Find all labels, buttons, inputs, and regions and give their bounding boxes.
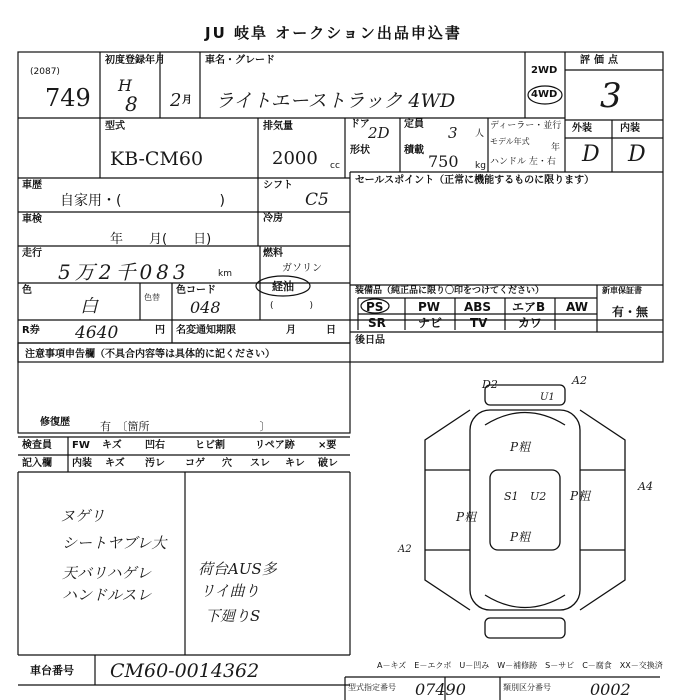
chassis-number-value: CM60-0014362 <box>110 660 260 682</box>
lot-ref: (2087) <box>30 67 60 77</box>
equipment-leather: カワ <box>518 316 543 330</box>
registration-year: 8 <box>125 92 138 116</box>
check-row2-hole: 穴 <box>222 458 232 469</box>
mileage-label: 走行 <box>22 248 42 259</box>
capacity-value: 3 <box>448 124 458 142</box>
displacement-value: 2000 <box>272 148 318 169</box>
registration-month-unit: 月 <box>182 95 192 106</box>
equipment-pw: PW <box>418 300 441 314</box>
door-label: ドア <box>350 119 370 130</box>
check-row1-repair: リペア跡 <box>255 440 295 451</box>
registration-month: 2 <box>170 90 182 111</box>
recycle-unit: 円 <box>155 325 165 336</box>
check-row2-scratch: キズ <box>105 458 125 469</box>
handwritten-note: 天バリハゲレ <box>62 564 152 582</box>
repair-history-label: 修復歴 <box>40 417 70 428</box>
damage-mark-p: P粗 <box>570 489 591 503</box>
model-year-label: モデル年式 <box>490 137 530 146</box>
handwritten-note: 荷台AUS多 <box>198 560 277 578</box>
sales-point-label: セールスポイント（正常に機能するものに限ります） <box>355 175 595 186</box>
check-row2-dirty: 汚レ <box>145 458 165 469</box>
damage-mark-d2: D2 <box>482 378 498 391</box>
model-label: 型式 <box>105 121 125 132</box>
fuel-diesel: 経油 <box>272 280 294 293</box>
lot-number: 749 <box>45 84 91 112</box>
vehicle-name-label: 車名・グレード <box>205 55 275 66</box>
damage-mark-p: P粗 <box>510 530 531 544</box>
capacity-label: 定員 <box>404 119 424 130</box>
fuel-other: ( ) <box>270 301 314 311</box>
steering-label: ハンドル 左・右 <box>490 157 556 167</box>
name-change-month: 月 <box>286 325 296 336</box>
shift-value: C5 <box>305 190 329 210</box>
equipment-airbag: エアB <box>512 300 546 314</box>
history-label: 車歴 <box>22 180 42 191</box>
registration-era: H <box>118 76 132 95</box>
fuel-gasoline: ガソリン <box>282 263 322 274</box>
damage-mark-a2: A2 <box>398 544 412 555</box>
equipment-label: 装備品（純正品に限り〇印をつけてください） <box>355 286 545 296</box>
recycle-label: R券 <box>22 325 40 336</box>
equipment-navi: ナビ <box>418 316 443 330</box>
inspection-label: 車検 <box>22 214 42 225</box>
displacement-label: 排気量 <box>263 121 293 132</box>
handwritten-note: ハンドルスレ <box>62 586 152 604</box>
drive-2wd: 2WD <box>531 65 558 76</box>
equipment-abs: ABS <box>464 300 492 314</box>
handwritten-note: 下廻りS <box>205 607 261 625</box>
dealer-label: ディーラー・並行 <box>490 121 562 131</box>
vehicle-damage-diagram <box>395 370 665 660</box>
rating-value: 3 <box>600 76 622 116</box>
check-label-2: 記入欄 <box>22 458 52 469</box>
color-value: 白 <box>80 296 98 317</box>
damage-mark-u2: U2 <box>530 490 547 503</box>
check-row1-scratch: キズ <box>102 440 122 451</box>
check-row2-tear: 破レ <box>318 458 338 469</box>
damage-mark-a2: A2 <box>572 374 587 387</box>
name-change-label: 名変通知期限 <box>176 325 236 336</box>
history-value: 自家用・( ) <box>60 193 225 209</box>
ac-label: 冷房 <box>263 213 283 224</box>
name-change-day: 日 <box>326 325 336 336</box>
color-label: 色 <box>22 285 32 296</box>
registration-label: 初度登録年月 <box>105 55 165 66</box>
repair-history-value: 有 〔箇所 〕 <box>100 420 271 433</box>
class-number-label: 類別区分番号 <box>503 683 551 692</box>
check-row2-interior: 内装 <box>72 458 92 469</box>
damage-mark-p: P粗 <box>510 440 531 454</box>
damage-mark-a4: A4 <box>638 480 653 493</box>
color-trim-label: 色替 <box>144 293 160 302</box>
chassis-number-label: 車台番号 <box>30 664 74 677</box>
handwritten-note: シートヤブレ大 <box>62 534 167 552</box>
check-row2-cut: キレ <box>285 458 305 469</box>
damage-mark-p: P粗 <box>456 510 477 524</box>
new-car-warranty-label: 新車保証書 <box>602 286 642 295</box>
vehicle-name: ライトエーストラック 4WD <box>215 90 456 112</box>
rating-label: 評価点 <box>580 55 622 66</box>
model-year-unit: 年 <box>551 143 561 153</box>
load-unit: kg <box>475 161 486 171</box>
notes-label: 注意事項申告欄（不具合内容等は具体的に記ください） <box>25 349 275 360</box>
check-row1-crack: ヒビ割 <box>195 440 225 451</box>
mileage-value: 5万2千083 <box>58 260 190 284</box>
model-value: KB-CM60 <box>110 148 204 170</box>
door-value: 2D <box>368 124 390 142</box>
shape-label: 形状 <box>350 145 370 156</box>
type-designation-value: 07490 <box>415 680 466 699</box>
color-code: 048 <box>190 298 221 317</box>
aftermarket-label: 後日品 <box>355 335 385 346</box>
damage-legend: A－キズ E－エクボ U－凹み W－補修跡 S－サビ C－腐食 XX－交換済 <box>377 661 663 670</box>
interior-grade: D <box>628 142 646 167</box>
equipment-sr: SR <box>368 316 386 330</box>
form-title: JU 岐阜 オークション出品申込書 <box>205 24 462 42</box>
fuel-label: 燃料 <box>263 248 283 259</box>
equipment-aw: AW <box>566 300 588 314</box>
load-label: 積載 <box>404 145 424 156</box>
equipment-ps: PS <box>366 300 384 314</box>
exterior-label: 外装 <box>572 123 592 134</box>
recycle-value: 4640 <box>75 323 119 343</box>
check-row1-need: ×要 <box>318 440 337 451</box>
exterior-grade: D <box>582 142 600 167</box>
new-car-warranty-value: 有・無 <box>612 305 649 319</box>
check-row2-rub: スレ <box>250 458 270 469</box>
type-designation-label: 型式指定番号 <box>348 683 396 692</box>
handwritten-note: リイ曲り <box>200 582 260 600</box>
handwritten-note: ヌゲリ <box>60 507 106 525</box>
mileage-unit: km <box>218 269 232 279</box>
check-row2-burn: コゲ <box>185 458 205 469</box>
capacity-unit: 人 <box>475 129 485 139</box>
damage-mark-s1: S1 <box>504 490 519 503</box>
interior-label: 内装 <box>620 123 640 134</box>
drive-4wd: 4WD <box>531 89 558 100</box>
check-row1-dent: 凹右 <box>145 440 165 451</box>
displacement-unit: cc <box>330 161 340 171</box>
equipment-tv: TV <box>470 316 488 330</box>
inspection-value: 年 月( 日) <box>110 232 212 247</box>
check-row1-fw: FW <box>72 440 90 451</box>
check-label-1: 検査員 <box>22 440 52 451</box>
color-code-label: 色コード <box>176 285 216 296</box>
damage-mark-u1: U1 <box>540 392 555 403</box>
class-number-value: 0002 <box>590 680 631 699</box>
shift-label: シフト <box>263 180 293 191</box>
load-value: 750 <box>428 152 459 171</box>
